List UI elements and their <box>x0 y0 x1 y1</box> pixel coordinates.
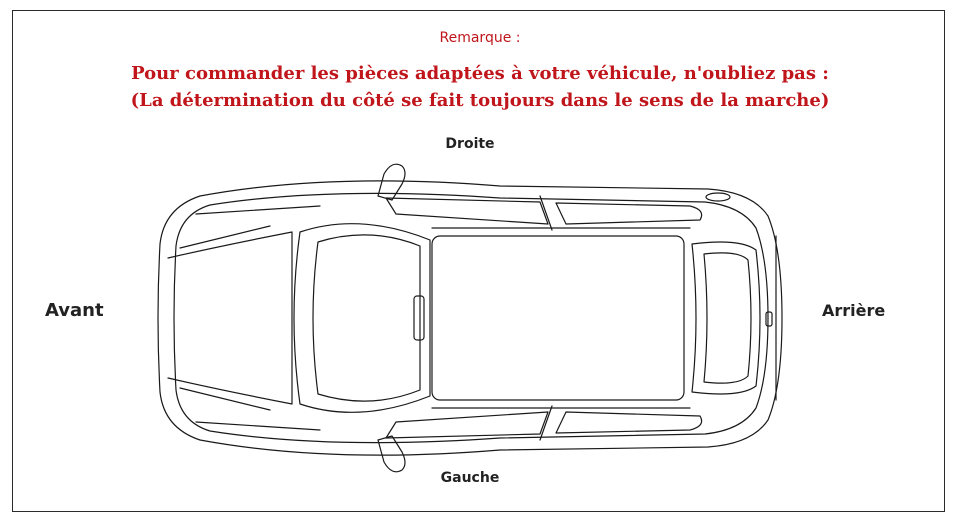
car-body-inner-line <box>174 193 768 442</box>
side-window-right-front <box>386 198 548 224</box>
car-body-outline <box>158 181 782 455</box>
rear-view-mirror <box>414 296 424 340</box>
remark-label: Remarque : <box>439 30 521 46</box>
door-line-right <box>540 196 552 230</box>
notice-subline: (La détermination du côté se fait toujours dans le sens de la marche) <box>130 90 830 111</box>
hood-crease-top <box>180 226 270 248</box>
side-mirror-right <box>378 164 405 200</box>
fuel-cap <box>706 193 730 201</box>
rear-window-inner <box>704 253 751 383</box>
side-mirror-left <box>378 436 405 472</box>
notice-headline: Pour commander les pièces adaptées à votre véhicule, n'oubliez pas : <box>131 63 829 84</box>
label-front: Avant <box>45 300 104 321</box>
hood-crease-bottom <box>180 388 270 410</box>
label-right-side: Droite <box>445 136 495 152</box>
roof-panel <box>432 236 684 400</box>
windshield <box>294 224 430 413</box>
door-line-left <box>540 406 552 440</box>
side-window-left-rear <box>556 412 702 433</box>
hood-seam-top <box>196 206 320 214</box>
side-window-right-rear <box>556 203 702 224</box>
label-rear: Arrière <box>822 301 886 320</box>
label-left-side: Gauche <box>440 470 500 486</box>
rear-window <box>692 242 760 394</box>
rear-handle <box>766 312 772 326</box>
windshield-inner <box>313 235 420 401</box>
side-window-left-front <box>386 412 548 438</box>
hood-outline <box>168 232 292 404</box>
hood-seam-bottom <box>196 422 320 430</box>
